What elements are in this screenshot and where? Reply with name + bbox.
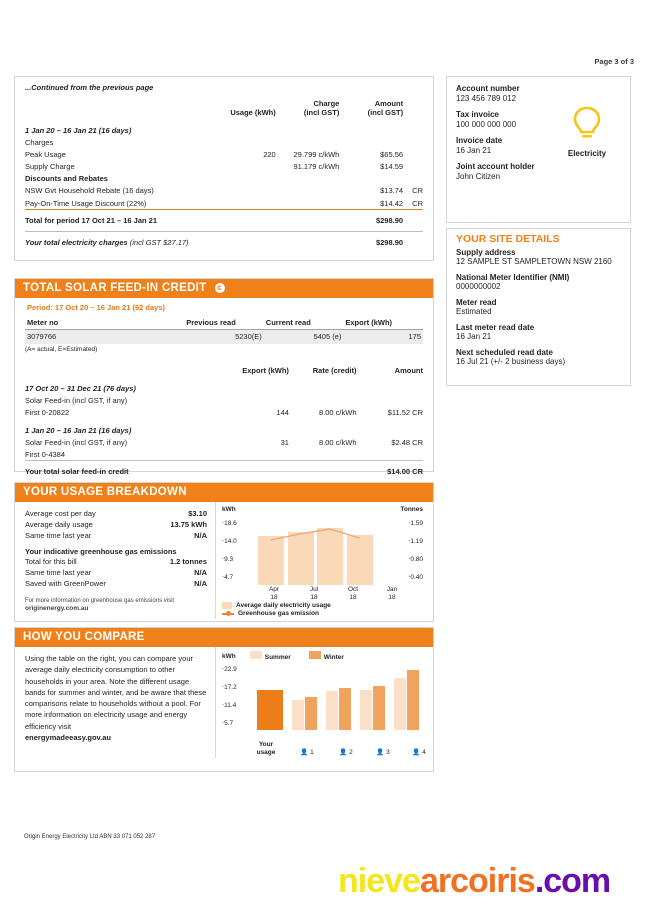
grand-total-amount: $298.90 bbox=[351, 232, 403, 249]
meter-header-no: Meter no bbox=[25, 316, 184, 330]
usage-y2tick-1: ‧ 1.19 bbox=[408, 537, 423, 545]
solar-header-rate: Rate (credit) bbox=[312, 366, 357, 376]
charges-total-row bbox=[25, 210, 423, 227]
compare-ytick-0: ‧ 22.9 bbox=[222, 665, 237, 673]
usage-breakdown-panel bbox=[14, 482, 434, 622]
charges-header-row bbox=[25, 97, 423, 119]
meter-table bbox=[25, 316, 423, 344]
solar-header bbox=[15, 279, 433, 298]
legend-line-icon bbox=[222, 613, 234, 615]
row-amount: $65.56 bbox=[380, 149, 404, 159]
discounts-label: Discounts and Rebates bbox=[25, 174, 108, 184]
usage-legend-label-bar: Average daily electricity usage bbox=[236, 602, 331, 609]
row-desc: Supply Charge bbox=[25, 162, 75, 172]
charges-header-cr bbox=[403, 97, 423, 119]
bar-summer-2 bbox=[326, 691, 338, 730]
bar-group-2 bbox=[326, 688, 351, 730]
compare-body: Using the table on the right, you can compare your average daily electricity consumption to other households in your area. Note the different usage bands for summer and winter, and be aware that these comparisons relate to households without a pool. For more information on electricity usage and energy efficiency visit bbox=[25, 654, 207, 731]
row-usage: 220 bbox=[263, 149, 276, 159]
charge-header-line2: (incl GST) bbox=[303, 107, 340, 117]
list-item bbox=[25, 578, 207, 589]
row-charge: 91.179 c/kWh bbox=[293, 162, 340, 172]
meter-prev: 5230(E) bbox=[184, 330, 264, 344]
solar-total-amount: $14.00 CR bbox=[369, 461, 423, 478]
usage-breakdown-header bbox=[15, 483, 433, 502]
charges-panel bbox=[14, 76, 434, 261]
row-usage bbox=[212, 161, 276, 173]
bar-winter-3 bbox=[373, 686, 385, 730]
bar-group-4 bbox=[394, 670, 419, 730]
legend-summer-label: Summer bbox=[264, 654, 291, 661]
bar-winter-4 bbox=[407, 670, 419, 730]
solar-block-period-row bbox=[25, 424, 423, 436]
tax-invoice-value: 100 000 000 000 bbox=[456, 120, 517, 129]
meter-export: 175 bbox=[343, 330, 423, 344]
joint-holder-label: Joint account holder bbox=[456, 162, 535, 171]
meter-header-row bbox=[25, 316, 423, 330]
last-read-value: 16 Jan 21 bbox=[456, 332, 492, 341]
watermark-part3: .com bbox=[534, 862, 611, 900]
row-desc: NSW Gvt Household Rebate (16 days) bbox=[25, 186, 154, 196]
row-amount: $13.74 bbox=[380, 186, 404, 196]
solar-block-period-row bbox=[25, 382, 423, 394]
stat-value: $3.10 bbox=[188, 509, 207, 518]
usage-chart bbox=[215, 502, 433, 619]
solar-rate: 8.00 c/kWh bbox=[319, 437, 357, 447]
stat-label: Average cost per day bbox=[25, 509, 96, 518]
meter-header-curr: Current read bbox=[264, 316, 344, 330]
compare-header bbox=[15, 628, 433, 647]
usage-ytick-3: ‧ 4.7 bbox=[222, 573, 233, 581]
table-row bbox=[25, 185, 423, 197]
bar-winter-1 bbox=[305, 697, 317, 730]
list-item bbox=[25, 508, 207, 519]
ghg-label: Total for this bill bbox=[25, 557, 77, 566]
solar-total-row bbox=[25, 461, 423, 478]
usage-legend-label-line: Greenhouse gas emission bbox=[238, 610, 319, 617]
usage-legend-bar bbox=[222, 602, 427, 609]
list-item bbox=[25, 519, 207, 530]
grand-total-label bbox=[25, 232, 212, 249]
bar-summer-1 bbox=[292, 700, 304, 730]
compare-xlabel-4 bbox=[398, 749, 440, 756]
usage-ytick-1: ‧ 14.0 bbox=[222, 537, 237, 545]
account-panel bbox=[446, 76, 631, 223]
row-charge: 29.799 c/kWh bbox=[293, 149, 340, 159]
invoice-date-value: 16 Jan 21 bbox=[456, 146, 492, 155]
solar-block-line2: First 0-4384 bbox=[25, 449, 66, 459]
fuel-type-indicator bbox=[556, 105, 618, 158]
energymadeeasy-link[interactable]: energymadeeasy.gov.au bbox=[25, 732, 112, 742]
site-details-body bbox=[447, 248, 630, 373]
compare-xlabel-2 bbox=[325, 749, 367, 756]
table-row bbox=[25, 161, 423, 173]
compare-panel bbox=[14, 627, 434, 772]
solar-export: 144 bbox=[276, 408, 289, 418]
account-number-value: 123 456 789 012 bbox=[456, 94, 517, 103]
compare-xlabel-1 bbox=[286, 749, 328, 756]
solar-block-line2: First 0-20822 bbox=[25, 408, 70, 418]
ghg-note bbox=[25, 597, 207, 614]
solar-rate: 8.00 c/kWh bbox=[319, 408, 357, 418]
solar-block-period: 17 Oct 20 – 31 Dec 21 (76 days) bbox=[25, 383, 136, 393]
solar-col-header-row bbox=[25, 365, 423, 378]
compare-xlabel-3-text: 3 bbox=[386, 748, 390, 756]
lightbulb-icon bbox=[570, 130, 604, 147]
usage-chart-ylabel: kWh bbox=[222, 506, 236, 513]
grand-total-label-main: Your total electricity charges bbox=[25, 238, 128, 248]
table-row bbox=[25, 330, 423, 344]
amount-header-line1: Amount bbox=[374, 98, 404, 108]
compare-xlabel-your-usage: Your usage bbox=[256, 741, 276, 756]
compare-ytick-1: ‧ 17.2 bbox=[222, 683, 237, 691]
solar-block-line1-row bbox=[25, 395, 423, 407]
row-desc: Pay-On-Time Usage Discount (22%) bbox=[25, 198, 147, 208]
legal-footer: Origin Energy Electricity Ltd ABN 33 071 052 287 bbox=[24, 834, 156, 840]
table-row bbox=[25, 197, 423, 210]
usage-chart-y2label: Tonnes bbox=[400, 506, 423, 513]
list-item bbox=[25, 530, 207, 541]
watermark bbox=[338, 862, 610, 901]
page-number: Page 3 of 3 bbox=[594, 57, 634, 66]
bar-your-usage bbox=[257, 690, 283, 730]
table-row bbox=[25, 148, 423, 160]
joint-holder-value: John Citizen bbox=[456, 172, 501, 181]
row-usage bbox=[212, 185, 276, 197]
bar-summer-3 bbox=[360, 690, 372, 730]
compare-xlabel-4-text: 4 bbox=[422, 748, 426, 756]
bar-group-1 bbox=[292, 697, 317, 730]
meter-estimate-note: (A= actual, E=Estimated) bbox=[25, 345, 98, 353]
solar-export: 31 bbox=[280, 437, 289, 447]
list-item bbox=[25, 556, 207, 567]
supply-address-label: Supply address bbox=[456, 248, 516, 257]
charges-period-heading: 1 Jan 20 – 16 Jan 21 (16 days) bbox=[25, 125, 132, 135]
summer-swatch-icon bbox=[250, 651, 262, 659]
copyright-circle-icon: c bbox=[215, 283, 225, 293]
charge-header-line1: Charge bbox=[313, 98, 340, 108]
charges-header-amount bbox=[351, 97, 403, 119]
usage-ytick-0: ‧ 18.6 bbox=[222, 519, 237, 527]
usage-ytick-2: ‧ 9.3 bbox=[222, 555, 233, 563]
ghg-heading: Your indicative greenhouse gas emissions bbox=[25, 547, 177, 556]
table-row bbox=[25, 407, 423, 419]
continued-note: ...Continued from the previous page bbox=[25, 83, 154, 92]
row-usage bbox=[212, 197, 276, 210]
row-cr bbox=[403, 161, 423, 173]
solar-block-line1: Solar Feed-in (incl GST, if any) bbox=[25, 437, 128, 447]
stat-value: N/A bbox=[194, 531, 207, 540]
row-desc: Peak Usage bbox=[25, 149, 66, 159]
solar-block-line2-row bbox=[25, 448, 423, 461]
solar-block-line1: Solar Feed-in (incl GST, if any) bbox=[25, 396, 128, 406]
discounts-label-row bbox=[25, 173, 423, 185]
compare-bars bbox=[252, 665, 423, 730]
meter-header-prev: Previous read bbox=[184, 316, 264, 330]
charges-header-usage: Usage (kWh) bbox=[230, 107, 276, 117]
legend-winter-label: Winter bbox=[323, 654, 344, 661]
charges-total-label: Total for period 17 Oct 21 – 16 Jan 21 bbox=[25, 210, 212, 227]
charges-header-charge bbox=[276, 97, 352, 119]
usage-xlabel-apr: Apr 18 bbox=[268, 586, 280, 601]
charges-total-amount: $298.90 bbox=[351, 210, 403, 227]
nmi-value: 0000000002 bbox=[456, 282, 501, 291]
legend-winter bbox=[309, 651, 344, 661]
account-number-label: Account number bbox=[456, 84, 520, 93]
ghg-label: Same time last year bbox=[25, 568, 92, 577]
person-icon: 👤 bbox=[300, 748, 309, 756]
solar-header-amount: Amount bbox=[394, 366, 423, 376]
compare-text bbox=[15, 647, 215, 758]
ghg-value: N/A bbox=[194, 568, 207, 577]
solar-panel bbox=[14, 278, 434, 477]
legend-summer bbox=[250, 651, 291, 661]
amount-header-line2: (incl GST) bbox=[367, 107, 404, 117]
watermark-part1: nieve bbox=[338, 862, 420, 900]
watermark-part2: arcoiris bbox=[419, 862, 535, 900]
usage-chart-plot bbox=[222, 513, 427, 601]
bar-summer-4 bbox=[394, 678, 406, 730]
charges-header-blank bbox=[25, 97, 212, 119]
row-charge bbox=[276, 197, 352, 210]
legend-swatch-icon bbox=[222, 602, 232, 609]
meter-read-value: Estimated bbox=[456, 307, 492, 316]
ghg-line-series bbox=[256, 519, 375, 585]
solar-block-period: 1 Jan 20 – 16 Jan 21 (16 days) bbox=[25, 425, 132, 435]
supply-address-value: 12 SAMPLE ST SAMPLETOWN NSW 2160 bbox=[456, 257, 612, 266]
ghg-label: Saved with GreenPower bbox=[25, 579, 106, 588]
last-read-label: Last meter read date bbox=[456, 323, 535, 332]
compare-ytick-3: ‧ 5.7 bbox=[222, 719, 233, 727]
compare-xlabel-1-text: 1 bbox=[310, 748, 314, 756]
usage-breakdown-stats bbox=[15, 502, 215, 619]
compare-legend bbox=[250, 651, 344, 661]
meter-header-export: Export (kWh) bbox=[343, 316, 423, 330]
table-row bbox=[25, 436, 423, 448]
stat-label: Average daily usage bbox=[25, 520, 93, 529]
row-charge bbox=[276, 185, 352, 197]
meter-no: 3079766 bbox=[25, 330, 184, 344]
person-icon: 👤 bbox=[376, 748, 385, 756]
row-cr bbox=[403, 148, 423, 160]
site-details-title: YOUR SITE DETAILS bbox=[456, 233, 560, 245]
person-icon: 👤 bbox=[412, 748, 421, 756]
invoice-date-label: Invoice date bbox=[456, 136, 503, 145]
compare-xlabel-2-text: 2 bbox=[349, 748, 353, 756]
compare-chart-ylabel: kWh bbox=[222, 652, 236, 660]
compare-title: HOW YOU COMPARE bbox=[23, 631, 145, 643]
stat-label: Same time last year bbox=[25, 531, 92, 540]
meter-read-label: Meter read bbox=[456, 298, 497, 307]
bar-winter-2 bbox=[339, 688, 351, 730]
originenergy-link[interactable]: originenergy.com.au bbox=[25, 605, 89, 613]
ghg-value: N/A bbox=[194, 579, 207, 588]
charges-label-row bbox=[25, 136, 423, 148]
usage-y2tick-0: ‧ 1.59 bbox=[408, 519, 423, 527]
solar-total-label: Your total solar feed-in credit bbox=[25, 461, 222, 478]
solar-title: TOTAL SOLAR FEED-IN CREDIT bbox=[23, 282, 207, 294]
site-details-panel bbox=[446, 228, 631, 386]
solar-header-export: Export (kWh) bbox=[242, 366, 289, 376]
charges-table bbox=[25, 97, 423, 249]
next-read-value: 16 Jul 21 (+/- 2 business days) bbox=[456, 357, 566, 366]
row-cr: CR bbox=[412, 186, 423, 196]
meter-curr: 5405 (e) bbox=[264, 330, 344, 344]
usage-xlabel-oct: Oct 18 bbox=[347, 586, 359, 601]
usage-y2tick-3: ‧ 0.40 bbox=[408, 573, 423, 581]
compare-ytick-2: ‧ 11.4 bbox=[222, 701, 236, 709]
nmi-label: National Meter Identifier (NMI) bbox=[456, 273, 570, 282]
list-item bbox=[25, 567, 207, 578]
next-read-label: Next scheduled read date bbox=[456, 348, 553, 357]
compare-chart bbox=[215, 647, 433, 758]
usage-xlabel-jan: Jan 18 bbox=[386, 586, 398, 601]
charges-period-row bbox=[25, 124, 423, 136]
charges-label: Charges bbox=[25, 137, 54, 147]
row-amount: $14.59 bbox=[380, 162, 404, 172]
solar-amount: $11.52 CR bbox=[387, 408, 423, 418]
usage-y2tick-2: ‧ 0.80 bbox=[408, 555, 423, 563]
usage-xlabel-jul: Jul 18 bbox=[309, 586, 319, 601]
stat-value: 13.75 kWh bbox=[170, 520, 207, 529]
solar-period: Period: 17 Oct 20 – 16 Jan 21 (92 days) bbox=[27, 303, 165, 312]
fuel-type-label: Electricity bbox=[567, 149, 607, 158]
usage-breakdown-title: YOUR USAGE BREAKDOWN bbox=[23, 486, 187, 498]
grand-total-row bbox=[25, 232, 423, 249]
row-amount: $14.42 bbox=[380, 198, 404, 208]
person-icon: 👤 bbox=[339, 748, 348, 756]
bar-group-3 bbox=[360, 686, 385, 730]
ghg-note-text: For more information on greenhouse gas emissions visit bbox=[25, 598, 175, 604]
solar-amount: $2.48 CR bbox=[391, 437, 423, 447]
ghg-value: 1.2 tonnes bbox=[169, 557, 207, 566]
tax-invoice-label: Tax invoice bbox=[456, 110, 499, 119]
winter-swatch-icon bbox=[309, 651, 321, 659]
compare-chart-plot bbox=[222, 661, 427, 756]
row-cr: CR bbox=[412, 198, 423, 208]
solar-detail-table bbox=[25, 365, 423, 478]
grand-total-label-sub: (incl GST $27.17) bbox=[127, 238, 189, 248]
usage-legend-line bbox=[222, 610, 427, 617]
